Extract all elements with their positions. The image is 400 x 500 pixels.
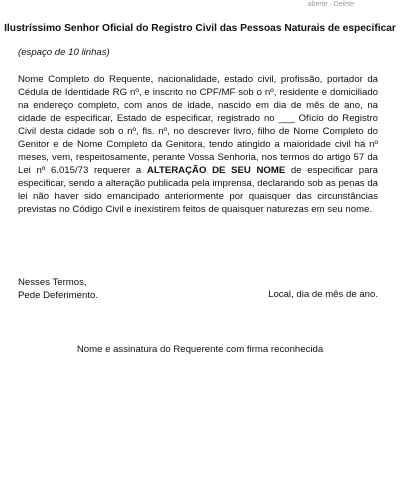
body-text-part1: Nome Completo do Requente, nacionalidade, estado civil, profissão, portador da Cédula de Identidade RG nº, e inscrito no CPF/MF sob o nº, residente e domiciliado na endereço completo, com anos de idade, nascido em dia de mês de ano, na cidade de especificar, Estado de especificar, registrado no ___ Ofício do Registro Civil desta cidade sob o nº, fls. nº, no descrever livro, filho de Nome Completo do Genitor e de Nome Completo da Genitora, tendo atingido a maioridade civil há nº meses, vem, respeitosamente, perante Vossa Senhoria, nos termos do artigo 57 da Lei nº 6.015/73 requerer a: [18, 74, 378, 176]
place-date-line: Local, dia de mês de ano.: [268, 289, 378, 300]
watermark-text: aberte · Delete: [307, 1, 354, 8]
closing-block: [18, 276, 98, 302]
signature-line: Nome e assinatura do Requerente com firma reconhecida: [76, 344, 324, 355]
closing-line-request: Pede Deferimento.: [18, 290, 98, 301]
closing-line-terms: Nesses Termos,: [18, 277, 87, 288]
document-title: Ilustríssimo Senhor Oficial do Registro Civil das Pessoas Naturais de especificar: [4, 23, 396, 34]
body-text-part2: de especificar para especificar, sendo a alteração publicada pela imprensa, declarando sob as penas da lei não haver sido emancipado anteriormente por quaisquer das circunstâncias previstas no Código Civil e inexistirem feitos de quaisquer naturezas em seu nome.: [18, 165, 378, 215]
spacing-note: (espaço de 10 linhas): [18, 47, 110, 58]
body-paragraph: [18, 73, 378, 216]
body-highlight: ALTERAÇÃO DE SEU NOME: [146, 165, 286, 176]
